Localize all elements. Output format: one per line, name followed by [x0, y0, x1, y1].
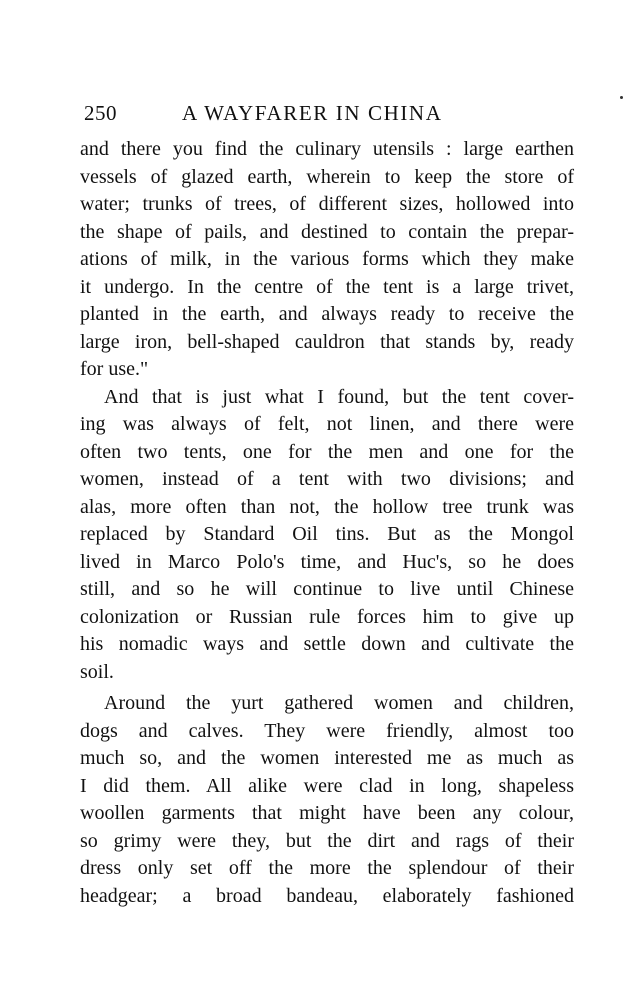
text-line: colonization or Russian rule forces him to give up [80, 605, 574, 628]
running-title: A WAYFARER IN CHINA [182, 101, 443, 125]
text-line: vessels of glazed earth, wherein to keep the store of [80, 165, 574, 188]
text-line: for use." [80, 358, 149, 380]
print-speck [620, 96, 623, 99]
text-line: and there you find the culinary utensils : large earthen [80, 138, 574, 160]
text-line: alas, more often than not, the hollow tree trunk was [80, 495, 574, 518]
running-head [84, 101, 576, 131]
text-line: much so, and the women interested me as much as [80, 747, 574, 769]
text-line: often two tents, one for the men and one for the [80, 440, 574, 463]
text-line: dogs and calves. They were friendly, almost too [80, 719, 574, 742]
text-line: water; trunks of trees, of different sizes, hollowed into [80, 193, 574, 215]
text-line: his nomadic ways and settle down and cultivate the [80, 633, 574, 655]
text-line: headgear; a broad bandeau, elaborately fashioned [80, 884, 574, 907]
paragraph-1 [80, 136, 574, 384]
text-line: it undergo. In the centre of the tent is a large trivet, [80, 275, 574, 298]
text-line: dress only set off the more the splendour of their [80, 857, 574, 879]
text-line: large iron, bell-shaped cauldron that stands by, ready [80, 330, 574, 353]
page-number: 250 [84, 101, 117, 125]
text-line: lived in Marco Polo's time, and Huc's, so he does [80, 550, 574, 573]
text-line: I did them. All alike were clad in long, shapeless [80, 774, 574, 797]
text-line: ations of milk, in the various forms which they make [80, 248, 574, 270]
text-line: women, instead of a tent with two divisions; and [80, 468, 574, 490]
body-text [80, 136, 574, 910]
text-line: planted in the earth, and always ready to receive the [80, 303, 574, 325]
text-line: soil. [80, 660, 114, 683]
text-line: ing was always of felt, not linen, and there were [80, 413, 574, 435]
paragraph-2 [80, 384, 574, 687]
text-line: so grimy were they, but the dirt and rags of their [80, 829, 574, 852]
text-line: replaced by Standard Oil tins. But as the Mongol [80, 523, 574, 545]
text-line: still, and so he will continue to live until Chinese [80, 578, 574, 600]
text-line: Around the yurt gathered women and children, [104, 692, 574, 714]
text-line: And that is just what I found, but the tent cover- [104, 385, 574, 408]
text-line: the shape of pails, and destined to contain the prepar- [80, 220, 574, 243]
text-line: woollen garments that might have been any colour, [80, 802, 574, 824]
paragraph-3 [80, 690, 574, 910]
